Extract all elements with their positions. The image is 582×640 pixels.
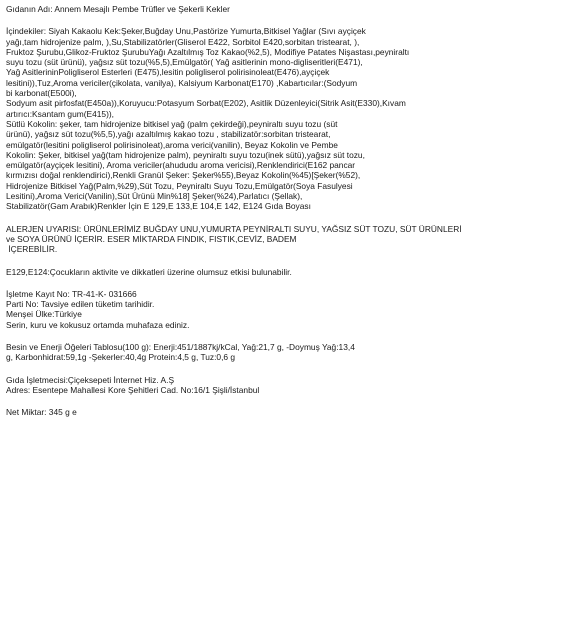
allergen-line: ve SOYA ÜRÜNÜ İÇERİR. ESER MİKTARDA FINDIK, FISTIK,CEVİZ, BADEM [6,233,297,244]
nutrition-line: Besin ve Enerji Öğeleri Tablosu(100 g): Enerji:451/1887kj/kCal, Yağ:21,7 g, -Doymuş Yağ:13,4 [6,342,355,353]
ingredients-line: İçindekiler: Siyah Kakaolu Kek:Şeker,Buğday Unu,Pastörize Yumurta,Bitkisel Yağlar (Sıvı ayçiçek [6,26,366,37]
spacer [6,395,576,407]
ingredients-line: yağı,tam hidrojenize palm, ),Su,Stabilizatörler(Gliserol E422, Sorbitol E420,sorbitan tristearat, ), [6,36,360,47]
ingredients-line: Lesitini),Aroma Verici(Vanilin),Süt Ürünü Min%18] Şeker(%24),Parlatıcı (Şellak), [6,191,303,202]
ingredients-line: lesitini)),Tuz,Aroma vericiler(çikolata, vanilya), Kalsiyum Karbonat(E170) ,Kabartıcılar:(Sodyum [6,77,358,88]
spacer [6,212,576,224]
spacer [6,255,576,267]
registration-block [6,289,576,330]
ingredients-line: emülgatör(ayçiçek lesitini), Aroma vericiler(ahududu aroma vericisi),Renklendirici(E162 pancar [6,160,356,171]
country-of-origin: Menşei Ülke:Türkiye [6,309,82,320]
ingredients-line: bi karbonat(E500i), [6,88,77,99]
business-info [6,375,576,396]
spacer [6,14,576,26]
spacer [6,277,576,289]
business-address: Adres: Esentepe Mahallesi Kore Şehitleri Cad. No:16/1 Şişli/İstanbul [6,384,260,395]
color-additive-warning: E129,E124:Çocukların aktivite ve dikkatleri üzerine olumsuz etkisi bulunabilir. [6,266,292,277]
spacer [6,330,576,342]
allergen-warning [6,224,576,255]
net-amount: Net Miktar: 345 g e [6,407,77,418]
ingredients-line: Fruktoz Şurubu,Glikoz-Fruktoz ŞurubuYağı Azaltılmış Toz Kakao(%2,5), Modifiye Patates Nişastası,peyniraltı [6,46,410,57]
business-operator: Gıda İşletmecisi:Çiçeksepeti İnternet Hiz. A.Ş [6,374,175,385]
ingredients-line: suyu tozu (süt ürünü), yağsız süt tozu(%5,5),Emülgatör( Yağ asitlerinin mono-digliseritleri(E471), [6,57,363,68]
product-label-document [6,4,576,418]
ingredients-line: artırıcı:Ksantam gum(E415)), [6,108,114,119]
registration-number: İşletme Kayıt No: TR-41-K- 031666 [6,288,137,299]
allergen-line: ALERJEN UYARISI: ÜRÜNLERİMİZ BUĞDAY UNU,YUMURTA PEYNİRALTI SUYU, YAĞSIZ SÜT TOZU, SÜT ÜRÜNLERİ [6,223,462,234]
nutrition-info [6,342,576,363]
ingredients-line: emülgatör(lesitini poligliserol polirisinoleat),aroma verici(vanilin), Beyaz Kokolin ve Pembe [6,139,338,150]
ingredients-line: Sütlü Kokolin: şeker, tam hidrojenize bitkisel yağ (palm çekirdeği),peyniraltı suyu tozu (süt [6,118,338,129]
allergen-line: İÇEREBİLİR. [6,244,58,255]
spacer [6,363,576,375]
ingredients-line: Kokolin: Şeker, bitkisel yağ(tam hidrojenize palm), peyniraltı suyu tozu(inek sütü),yağsız süt tozu, [6,149,365,160]
ingredients-line: Sodyum asit pirfosfat(E450a)),Koruyucu:Potasyum Sorbat(E202), Asitlik Düzenleyici(Sitrik Asit(E330),Kıvam [6,98,406,109]
ingredients-line: Yağ AsitlerininPoligliserol Esterleri (E475),lesitin poligliserol polirisinoleat(E476),ayçiçek [6,67,330,78]
ingredients-line: Hidrojenize Bitkisel Yağ(Palm,%29),Süt Tozu, Peyniraltı Suyu Tozu,Emülgatör(Soya Fasulyesi [6,180,353,191]
batch-number: Parti No: Tavsiye edilen tüketim tarihidir. [6,299,155,310]
product-name: Gıdanın Adı: Annem Mesajlı Pembe Trüfler ve Şekerli Kekler [6,4,230,14]
ingredients-block [6,26,576,211]
nutrition-line: g, Karbonhidrat:59,1g -Şekerler:40,4g Protein:4,5 g, Tuz:0,6 g [6,352,236,363]
ingredients-line: ürünü), yağsız süt tozu(%5,5),yağı azaltılmış kakao tozu , stabilizatör:sorbitan tristearat, [6,129,331,140]
ingredients-line: kırmızısı doğal renklendirici),Renkli Granül Şeker: Şeker%55),Beyaz Kokolin(%45)[Şeker(%52), [6,170,361,181]
ingredients-line: Stabilizatör(Gam Arabık)Renkler İçin E 129,E 133,E 104,E 142, E124 Gıda Boyası [6,201,311,212]
storage-instructions: Serin, kuru ve kokusuz ortamda muhafaza ediniz. [6,319,190,330]
